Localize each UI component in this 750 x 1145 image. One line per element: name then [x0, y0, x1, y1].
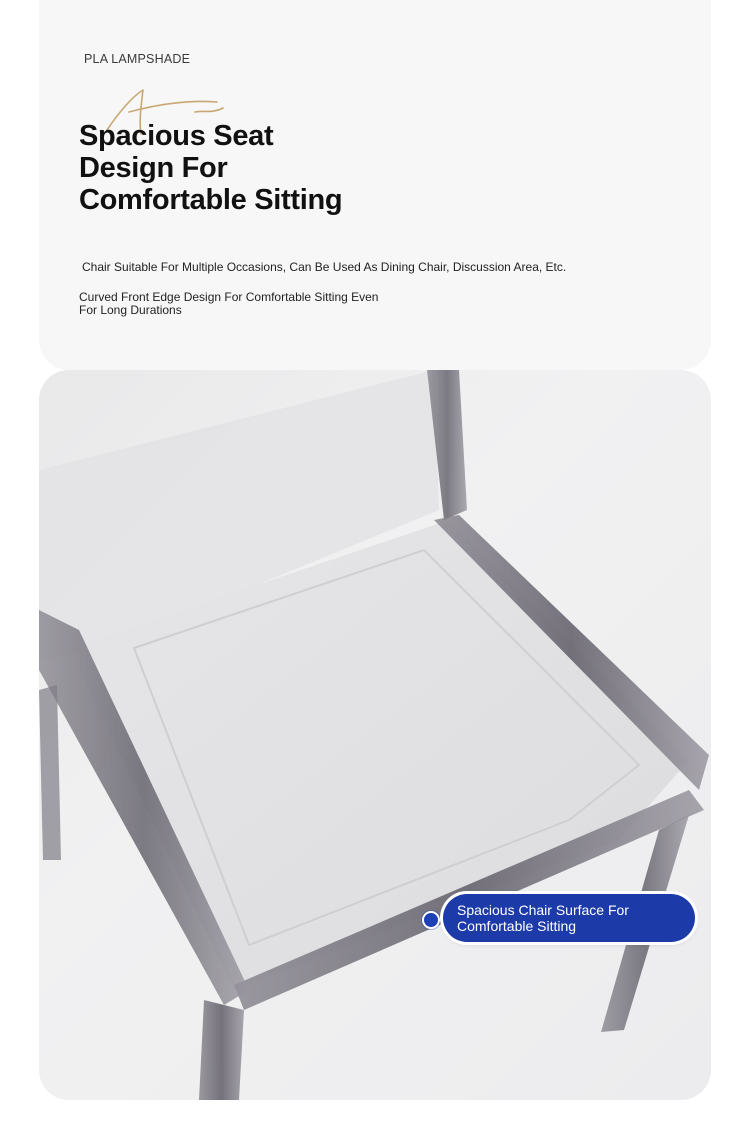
- description-front-edge-line-2: For Long Durations: [79, 303, 182, 317]
- intro-card: [39, 0, 711, 370]
- description-front-edge: [79, 291, 409, 317]
- callout-badge: [443, 894, 695, 942]
- callout-line-2: Comfortable Sitting: [457, 918, 577, 934]
- description-front-edge-line-1: Curved Front Edge Design For Comfortable Sitting Even: [79, 290, 379, 304]
- chair-illustration: [39, 370, 711, 1100]
- headline-line-2: Design For: [79, 152, 228, 184]
- description-occasions: Chair Suitable For Multiple Occasions, Can Be Used As Dining Chair, Discussion Area, Etc.: [82, 260, 567, 274]
- chair-photo: [39, 370, 711, 1100]
- headline: [79, 120, 342, 216]
- headline-line-1: Spacious Seat: [79, 120, 274, 152]
- callout-marker-dot: [422, 911, 440, 929]
- callout-line-1: Spacious Chair Surface For: [457, 902, 629, 918]
- brand-label: PLA LAMPSHADE: [84, 52, 191, 66]
- headline-line-3: Comfortable Sitting: [79, 184, 343, 216]
